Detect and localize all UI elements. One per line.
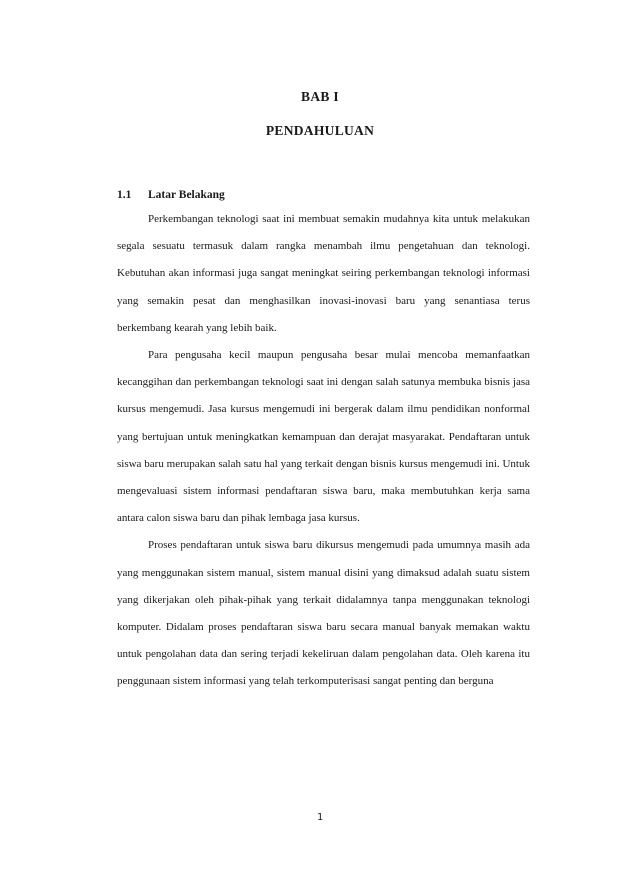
paragraph-2: Para pengusaha kecil maupun pengusaha besar mulai mencoba memanfaatkan kecanggihan dan perkembangan teknologi saat ini dengan salah satunya membuka bisnis jasa kursus mengemudi. Jasa kursus mengemudi ini bergerak dalam ilmu pendidikan nonformal yang bertujuan untuk meningkatkan kemampuan dan derajat masyarakat. Pendaftaran untuk siswa baru merupakan salah satu hal yang terkait dengan bisnis kursus mengemudi ini. Untuk mengevaluasi sistem informasi pendaftaran siswa baru, maka membutuhkan kerja sama antara calon siswa baru dan pihak lembaga jasa kursus. [117, 349, 530, 525]
section-number: 1.1 [117, 189, 132, 201]
paragraph-3: Proses pendaftaran untuk siswa baru dikursus mengemudi pada umumnya masih ada yang menggunakan sistem manual, sistem manual disini yang dimaksud adalah suatu sistem yang dikerjakan oleh pihak-pihak yang terkait didalamnya tanpa menggunakan teknologi komputer. Didalam proses pendaftaran siswa baru secara manual banyak memakan waktu untuk pengolahan data dan sering terjadi kekeliruan dalam pengolahan data. Oleh karena itu penggunaan sistem informasi yang telah terkomputerisasi sangat penting dan berguna [117, 539, 530, 688]
paragraph-1: Perkembangan teknologi saat ini membuat semakin mudahnya kita untuk melakukan segala sesuatu termasuk dalam rangka menambah ilmu pengetahuan dan teknologi. Kebutuhan akan informasi juga sangat meningkat seiring perkembangan teknologi informasi yang semakin pesat dan menghasilkan inovasi-inovasi baru yang senantiasa terus berkembang kearah yang lebih baik. [117, 213, 530, 334]
chapter-title: PENDAHULUAN [265, 123, 375, 138]
section-heading [117, 189, 225, 201]
section-title: Latar Belakang [148, 189, 225, 201]
page-number: 1 [316, 812, 324, 823]
chapter-number: BAB I [301, 89, 339, 104]
body-text [117, 206, 530, 696]
